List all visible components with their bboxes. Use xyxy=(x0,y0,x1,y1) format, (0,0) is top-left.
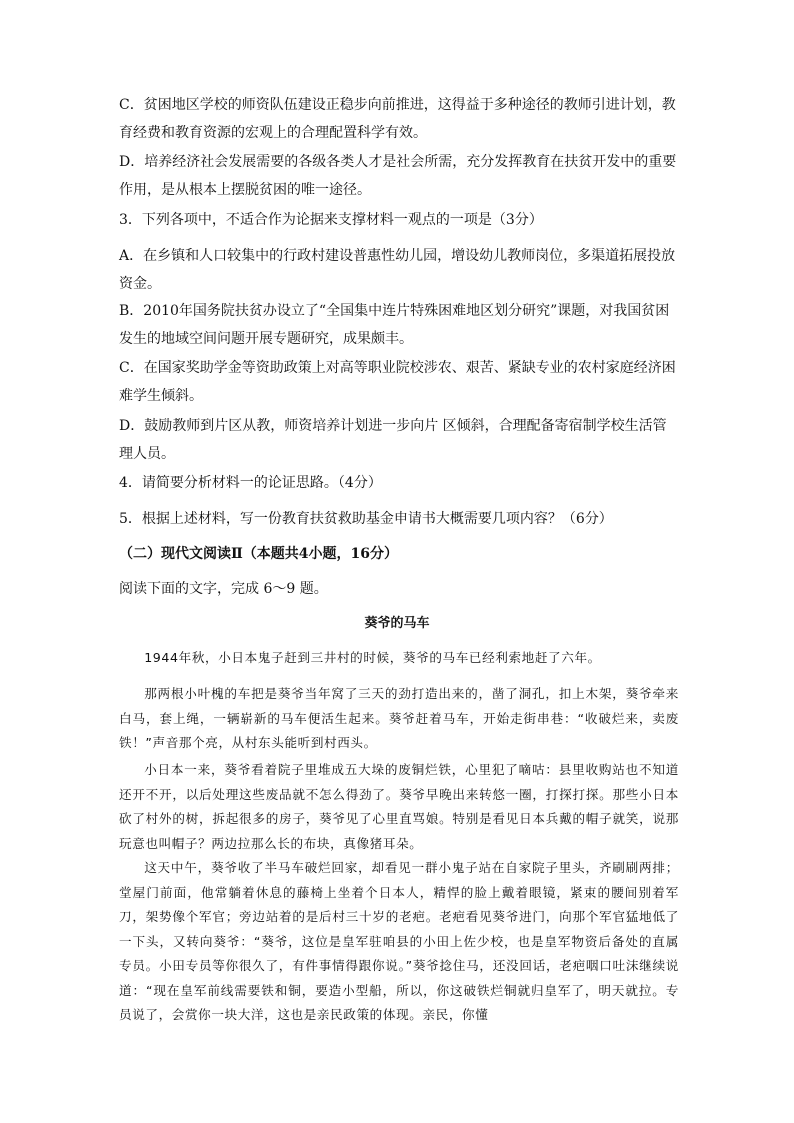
question-5: 5．根据上述材料，写一份教育扶贫救助基金申请书大概需要几项内容？（6分） xyxy=(119,511,613,527)
q2-option-c: C．贫困地区学校的师资队伍建设正稳步向前推进，这得益于多种途径的教师引进计划，教育经费和教育资源的宏观上的合理配置科学有效。 xyxy=(119,97,676,141)
q2-option-d: D．培养经济社会发展需要的各级各类人才是社会所需，充分发挥教育在扶贫开发中的重要作用，是从根本上摆脱贫困的唯一途径。 xyxy=(119,154,677,198)
q3-option-d: D．鼓励教师到片区从教，师资培养计划进一步向片 区倾斜，合理配备寄宿制学校生活管理人员。 xyxy=(119,418,667,462)
q3-option-c: C．在国家奖助学金等资助政策上对高等职业院校涉农、艰苦、紧缺专业的农村家庭经济困难学生倾斜。 xyxy=(119,360,676,404)
section-heading: （二）现代文阅读Ⅱ（本题共4小题，16分） xyxy=(119,546,399,562)
q3-option-b: B．2010年国务院扶贫办设立了“全国集中连片特殊困难地区划分研究”课题，对我国贫困发生的地域空间问题开展专题研究，成果颇丰。 xyxy=(119,303,670,347)
q3-option-a: A．在乡镇和人口较集中的行政村建设普惠性幼儿园，增设幼儿教师岗位，多渠道拓展投放资金。 xyxy=(119,248,676,292)
story-paragraph-1: 1944年秋，小日本鬼子赶到三井村的时候，葵爷的马车已经利索地赶了六年。 xyxy=(144,650,601,665)
story-paragraph-2: 那两根小叶槐的车把是葵爷当年窝了三天的劲打造出来的，凿了洞孔，扣上木架，葵爷牵来白马，套上绳，一辆崭新的马车便活生起来。葵爷赶着马车，开始走街串巷：“收破烂来，卖废铁！”声音那个亮，从村东头能听到村西头。 xyxy=(119,686,679,750)
story-paragraph-3: 小日本一来，葵爷看着院子里堆成五大垛的废铜烂铁，心里犯了嘀咕：县里收购站也不知道还开不开，以后处理这些废品就不怎么得劲了。葵爷早晚出来转悠一圈，打探打探。那些小日本砍了村外的树，拆起很多的房子，葵爷见了心里直骂娘。特别是看见日本兵戴的帽子就笑，说那玩意也叫帽子？两边拉那么长的布块，真像猪耳朵。 xyxy=(119,762,679,851)
story-title: 葵爷的马车 xyxy=(364,616,430,631)
question-3: 3．下列各项中，不适合作为论据来支撑材料一观点的一项是（3分） xyxy=(119,212,543,228)
question-4: 4．请简要分析材料一的论证思路。（4分） xyxy=(119,475,382,491)
story-paragraph-4: 这天中午，葵爷收了半马车破烂回家，却看见一群小鬼子站在自家院子里头，齐刷刷两排；堂屋门前面，他常躺着休息的藤椅上坐着个日本人，精悍的脸上戴着眼镜，紧束的腰间别着军刀，架势像个军官；旁边站着的是后村三十岁的老疤。老疤看见葵爷进门，向那个军官猛地低了一下头，又转向葵爷：“葵爷，这位是皇军驻咱县的小田上佐少校，也是皇军物资后备处的直属专员。小田专员等你很久了，有件事情得跟你说。”葵爷捻住马，还没回话，老疤咽口吐沫继续说道：“现在皇军前线需要铁和铜，要造小型船，所以，你这破铁烂铜就归皇军了，明天就拉。专员说了，会赏你一块大洋，这也是亲民政策的体现。亲民，你懂 xyxy=(119,860,679,1022)
reading-instruction: 阅读下面的文字，完成 6～9 题。 xyxy=(119,581,328,597)
